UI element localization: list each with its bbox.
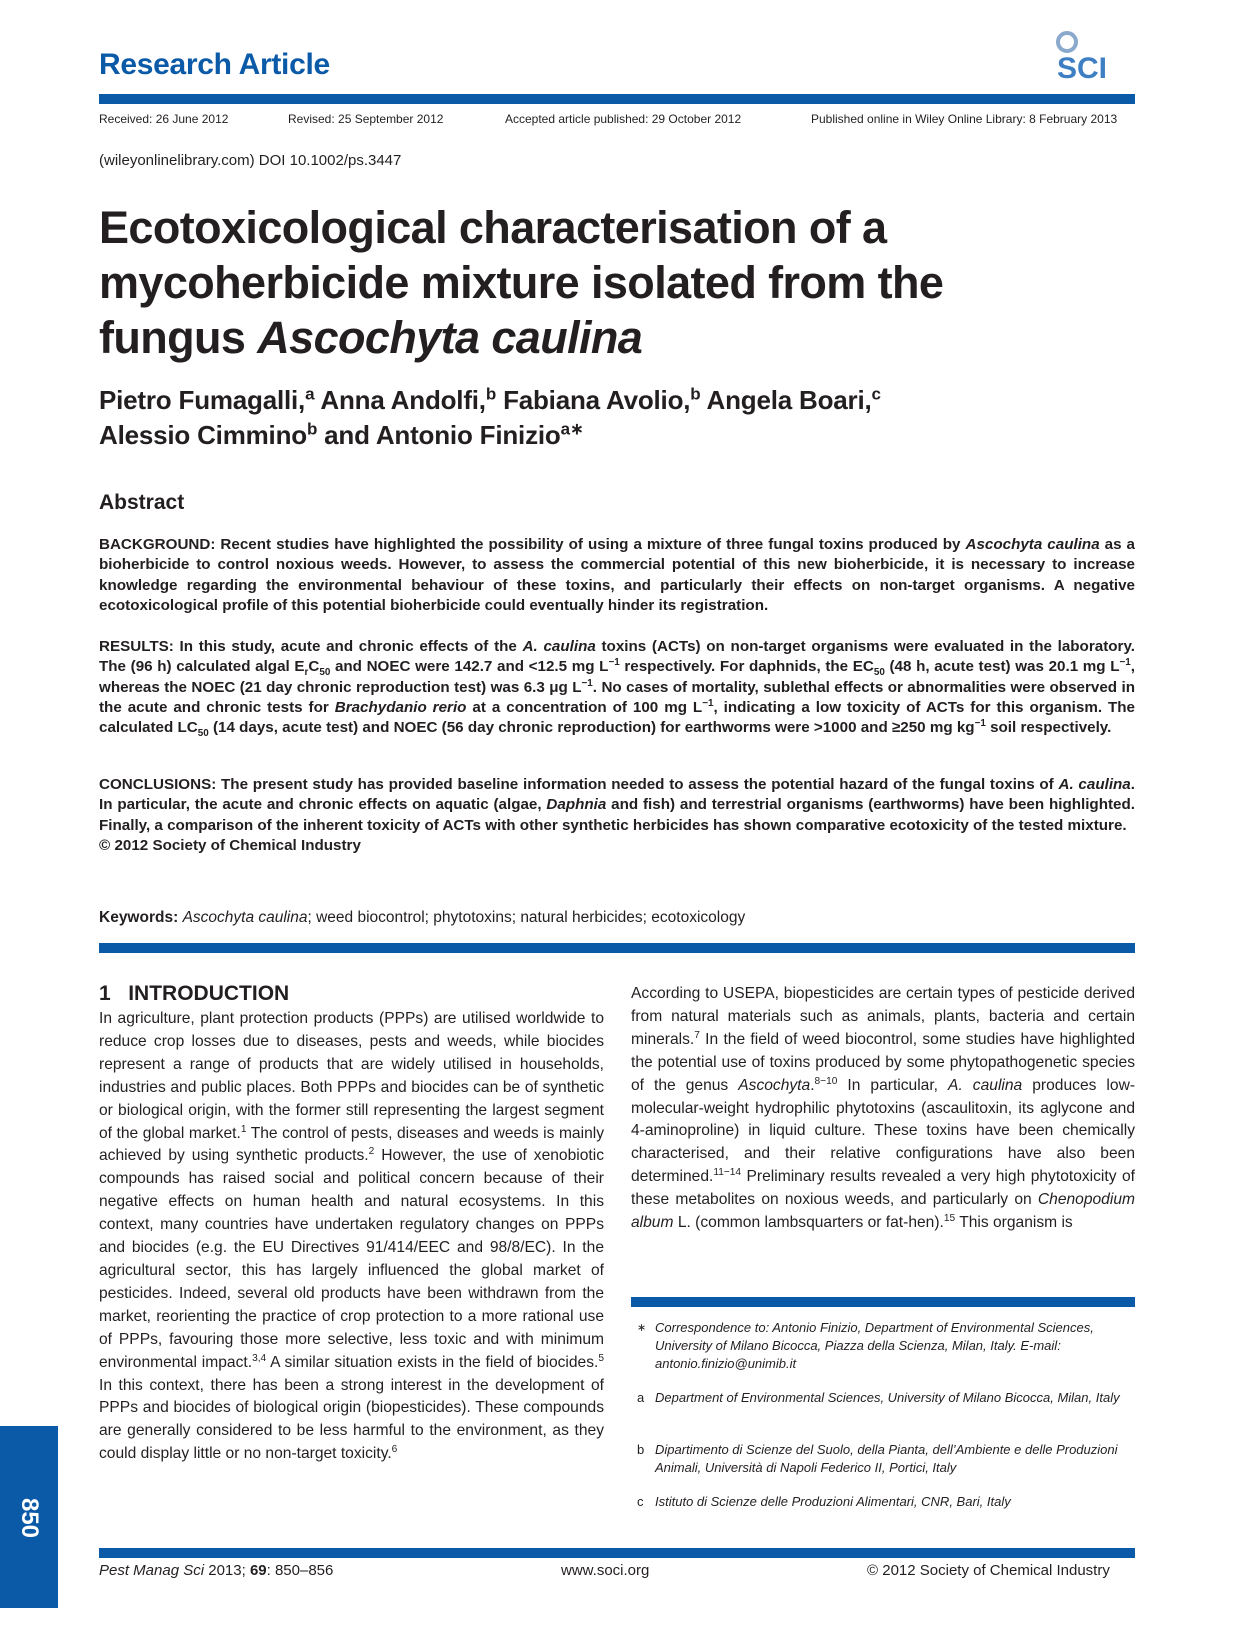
author: Anna Andolfi,: [320, 385, 486, 415]
footnote-correspondence: ∗ Correspondence to: Antonio Finizio, Department of Environmental Sciences, University of Milano Bicocca, Piazza della Scienza, Milan, Italy. E-mail: antonio.finizio@unimib.it: [637, 1320, 1094, 1371]
section-rule: [99, 943, 1135, 953]
footnote-rule: [631, 1297, 1135, 1307]
abstract-results: RESULTS: In this study, acute and chronic effects of the A. caulina toxins (ACTs) on non-target organisms were evaluated in the laboratory. The (96 h) calculated algal $E_rC_{50}$ and NOEC were 142.7 and <12.5 mg $L^{-1}$ respectively. For daphnids, the $EC_{50}$ (48 h, acute test) was 20.1 mg $L^{-1}$, whereas the NOEC (21 day chronic reproduction test) was 6.3 μg $L^{-1}$. No cases of mortality, sublethal effects or abnormalities were observed in the acute and chronic tests for Brachydanio rerio at a concentration of 100 mg $L^{-1}$, indicating a low toxicity of ACTs for this organism. The calculated $LC_{50}$ (14 days, acute test) and NOEC (56 day chronic reproduction) for earthworms were >1000 and ≥250 mg $kg^{-1}$ soil respectively.: [99, 638, 1135, 740]
intro-heading: 1 INTRODUCTION: [99, 982, 290, 1005]
footnote-affiliation-a: a Department of Environmental Sciences, University of Milano Bicocca, Milan, Italy: [637, 1390, 1120, 1405]
page-number: 850: [16, 1497, 43, 1539]
copyright-icon: ©: [867, 1562, 879, 1579]
journal-citation: Pest Manag Sci 2013; 69: 850–856: [99, 1562, 334, 1579]
svg-text:SCI: SCI: [1057, 52, 1108, 85]
intro-column-right: According to USEPA, biopesticides are certain types of pesticide derived from natural materials such as animals, plants, bacteria and certain minerals.$^7$ In the field of weed biocontrol, some studies have highlighted the potential use of toxins produced by some phytopathogenetic species of the genus Ascochyta.$^{8-10}$ In particular, A. caulina produces low-molecular-weight hydrophilic phytotoxins (ascaulitoxin, its aglycone and 4-aminoproline) in liquid culture. These toxins have been chemically characterised, and their relative configurations have also been determined.$^{11-14}$ Preliminary results revealed a very high phytotoxicity of these metabolites on noxious weeds, and particularly on Chenopodium album L. (common lambsquarters or fat-hen).$^{15}$ This organism is: [631, 985, 1136, 1232]
author: Antonio Finizio: [375, 420, 561, 450]
published-date: Published online in Wiley Online Library: 8 February 2013: [811, 112, 1118, 126]
footnote-affiliation-c: c Istituto di Scienze delle Produzioni Alimentari, CNR, Bari, Italy: [637, 1494, 1011, 1509]
sci-logo: [1045, 26, 1135, 86]
author: Angela Boari,: [706, 385, 872, 415]
keywords: Keywords: Ascochyta caulina; weed biocontrol; phytotoxins; natural herbicides; ecotoxicology: [99, 909, 746, 926]
doi-line: (wileyonlinelibrary.com) DOI 10.1002/ps.3447: [99, 152, 402, 169]
abstract-heading: Abstract: [99, 491, 185, 514]
author-list: Pietro Fumagalli,$^a$ Anna Andolfi,$^b$ Fabiana Avolio,$^b$ Angela Boari,$^c$ Alessio Cimmino$^b$ and Antonio Finizio$^{a∗}$: [99, 384, 881, 450]
top-rule: [99, 94, 1135, 104]
footer-copyright: © 2012 Society of Chemical Industry: [867, 1562, 1110, 1579]
copyright-icon: ©: [99, 836, 111, 854]
intro-column-left: In agriculture, plant protection products (PPPs) are utilised worldwide to reduce crop losses due to diseases, pests and weeds, while biocides represent a range of products that are widely utilised in households, industries and public places. Both PPPs and biocides can be of synthetic or biological origin, with the former still representing the largest segment of the global market.$^1$ The control of pests, diseases and weeds is mainly achieved by using synthetic products.$^2$ However, the use of xenobiotic compounds has raised social and political concern because of their negative effects on human health and natural ecosystems. In this context, many countries have undertaken regulatory changes on PPPs and biocides (e.g. the EU Directives 91/414/EEC and 98/8/EC). In the agricultural sector, this has largely influenced the global market of pesticides. Indeed, several old products have been withdrawn from the market, reorienting the practice of crop protection to a more rational use of PPPs, favouring those more selective, less toxic and with minimum environmental impact.$^{3,4}$ A similar situation exists in the field of biocides.$^5$ In this context, there has been a strong interest in the development of PPPs and biocides of biological origin (biopesticides). These compounds are generally considered to be less harmful to the environment, as they could display little or no non-target toxicity.$^6$: [99, 1010, 605, 1463]
abstract-conclusions: CONCLUSIONS: The present study has provided baseline information needed to assess the potential hazard of the fungal toxins of A. caulina. In particular, the acute and chronic effects on aquatic (algae, Daphnia and fish) and terrestrial organisms (earthworms) have been highlighted. Finally, a comparison of the inherent toxicity of ACTs with other synthetic herbicides has shown comparative ecotoxicity of the tested mixture. © 2012 Society of Chemical Industry: [99, 776, 1135, 854]
author: Alessio Cimmino: [99, 420, 307, 450]
revised-date: Revised: 25 September 2012: [288, 112, 444, 126]
section-label: Research Article: [99, 48, 330, 81]
abstract-background: BACKGROUND: Recent studies have highlighted the possibility of using a mixture of three fungal toxins produced by Ascochyta caulina as a bioherbicide to control noxious weeds. However, to assess the commercial potential of this new bioherbicide, it is necessary to increase knowledge regarding the environmental behaviour of these toxins, and particularly their effects on non-target organisms. A negative ecotoxicological profile of this potential bioherbicide could eventually hinder its registration.: [99, 536, 1135, 614]
received-date: Received: 26 June 2012: [99, 112, 229, 126]
website-link[interactable]: www.soci.org: [561, 1562, 650, 1579]
footer-rule: [99, 1548, 1135, 1558]
accepted-date: Accepted article published: 29 October 2012: [505, 112, 742, 126]
footnote-affiliation-b: b Dipartimento di Scienze del Suolo, della Pianta, dell’Ambiente e delle Produzioni Animali, Università di Napoli Federico II, Portici, Italy: [637, 1442, 1118, 1475]
article-title: Ecotoxicological characterisation of a mycoherbicide mixture isolated from the fungus Ascochyta caulina: [99, 202, 944, 363]
author: Fabiana Avolio,: [503, 385, 691, 415]
author: Pietro Fumagalli,: [99, 385, 306, 415]
